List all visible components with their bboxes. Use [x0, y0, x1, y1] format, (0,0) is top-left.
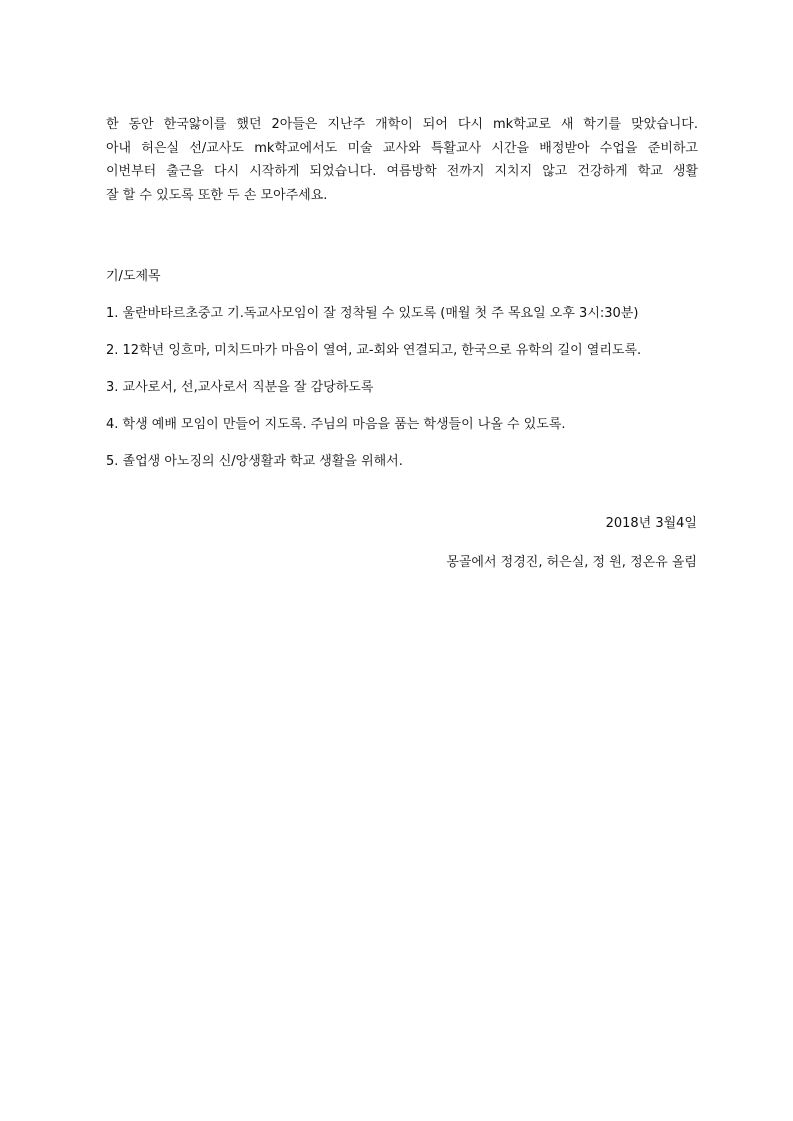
intro-line: 이번부터 출근을 다시 시작하게 되었습니다. 여름방학 전까지 지치지 않고 건강하게 학교 생활: [106, 164, 698, 179]
intro-line: 아내 허은실 선/교사도 mk학교에서도 미술 교사와 특활교사 시간을 배정받아 수업을 준비하고: [106, 140, 698, 156]
intro-line: 잘 할 수 있도록 또한 두 손 모아주세요.: [106, 187, 328, 203]
letter-date: 2018년 3월4일: [605, 516, 697, 531]
document-body: [106, 113, 698, 489]
letter-signature: 몽골에서 정경진, 허은실, 정 원, 정온유 올림: [446, 555, 697, 570]
prayer-item: 4. 학생 예배 모임이 만들어 지도록. 주님의 마음을 품는 학생들이 나올 수 있도록.: [106, 417, 566, 432]
prayer-item: 2. 12학년 잉흐마, 미치드마가 마음이 열여, 교-회와 연결되고, 한국으로 유학의 길이 열리도록.: [106, 343, 642, 358]
prayer-item: 5. 졸업생 아노징의 신/앙생활과 학교 생활을 위해서.: [106, 454, 403, 469]
prayer-item: 1. 울란바타르초중고 기.독교사모임이 잘 정착될 수 있도록 (매월 첫 주 목요일 오후 3시:30분): [106, 306, 639, 321]
prayer-heading: 기/도제목: [106, 269, 161, 284]
prayer-item: 3. 교사로서, 선,교사로서 직분을 잘 감당하도록: [106, 380, 374, 395]
intro-paragraph: [106, 113, 698, 207]
intro-line: 한 동안 한국앓이를 했던 2아들은 지난주 개학이 되어 다시 mk학교로 새 학기를 맞았습니다.: [106, 117, 698, 132]
prayer-list: [106, 304, 698, 472]
